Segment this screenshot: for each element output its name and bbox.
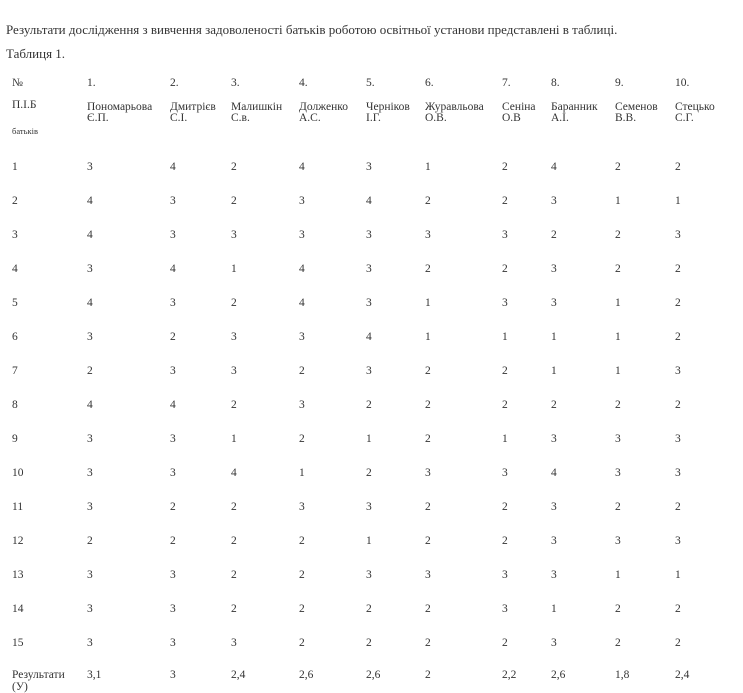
table-cell: 4 [299, 161, 305, 173]
table-cell: 2 [231, 535, 237, 547]
table-cell: 3 [502, 229, 508, 241]
table-cell: 2 [615, 399, 621, 411]
table-cell: 1 [551, 603, 557, 615]
table-cell: 1 [551, 365, 557, 377]
column-number: 10. [675, 77, 690, 89]
table-cell: 2 [299, 603, 305, 615]
column-number: 7. [502, 77, 511, 89]
table-cell: 2 [366, 399, 372, 411]
table-cell: 3 [231, 365, 237, 377]
table-cell: 1 [675, 569, 681, 581]
table-cell: 3 [366, 229, 372, 241]
table-cell: 2 [87, 365, 93, 377]
result-cell: 2,2 [502, 669, 517, 681]
table-cell: 1 [366, 535, 372, 547]
column-number: 2. [170, 77, 179, 89]
table-cell: 2 [425, 365, 431, 377]
table-cell: 3 [551, 195, 557, 207]
table-cell: 3 [366, 365, 372, 377]
table-cell: 4 [366, 331, 372, 343]
results-sublabel: (У) [12, 681, 28, 693]
result-cell: 2,6 [366, 669, 381, 681]
table-cell: 2 [502, 263, 508, 275]
table-cell: 4 [366, 195, 372, 207]
column-initials: О.В [502, 112, 521, 124]
table-cell: 2 [231, 399, 237, 411]
table-cell: 3 [170, 433, 176, 445]
table-cell: 1 [231, 263, 237, 275]
column-surname: Журавльова [425, 101, 484, 113]
table-cell: 2 [425, 433, 431, 445]
table-cell: 3 [170, 569, 176, 581]
table-cell: 3 [87, 569, 93, 581]
intro-text: Результати дослідження з вивчення задоволеності батьків роботою освітньої установи представлені в таблиці. [6, 22, 618, 37]
table-cell: 3 [170, 637, 176, 649]
column-surname: Баранник [551, 101, 598, 113]
row-label: 13 [12, 569, 24, 581]
row-label: 3 [12, 229, 18, 241]
table-cell: 3 [170, 603, 176, 615]
table-cell: 2 [502, 365, 508, 377]
table-cell: 2 [425, 263, 431, 275]
table-cell: 2 [231, 297, 237, 309]
table-cell: 1 [231, 433, 237, 445]
table-cell: 1 [615, 331, 621, 343]
table-cell: 2 [675, 399, 681, 411]
table-cell: 3 [87, 433, 93, 445]
table-cell: 3 [87, 331, 93, 343]
table-cell: 3 [87, 161, 93, 173]
table-cell: 3 [170, 467, 176, 479]
table-cell: 3 [551, 297, 557, 309]
table-cell: 2 [502, 501, 508, 513]
table-cell: 2 [299, 569, 305, 581]
table-cell: 2 [425, 195, 431, 207]
table-cell: 2 [675, 297, 681, 309]
result-cell: 2,4 [231, 669, 246, 681]
column-initials: С.в. [231, 112, 250, 124]
column-surname: Пономарьова [87, 101, 153, 113]
table-cell: 2 [615, 603, 621, 615]
column-initials: С.Г. [675, 112, 694, 124]
table-cell: 4 [551, 161, 557, 173]
table-cell: 3 [675, 433, 681, 445]
table-cell: 2 [87, 535, 93, 547]
result-cell: 2,4 [675, 669, 690, 681]
row-label: 9 [12, 433, 18, 445]
table-cell: 4 [87, 297, 93, 309]
column-surname: Черніков [366, 101, 410, 113]
table-cell: 3 [231, 229, 237, 241]
table-cell: 3 [87, 501, 93, 513]
table-cell: 3 [299, 331, 305, 343]
table-cell: 1 [615, 365, 621, 377]
table-cell: 3 [299, 195, 305, 207]
table-cell: 3 [615, 467, 621, 479]
table-cell: 3 [502, 569, 508, 581]
table-cell: 3 [615, 535, 621, 547]
table-cell: 3 [170, 229, 176, 241]
table-cell: 3 [87, 603, 93, 615]
table-cell: 2 [366, 603, 372, 615]
column-number: 6. [425, 77, 434, 89]
table-cell: 2 [231, 195, 237, 207]
table-cell: 3 [299, 399, 305, 411]
table-cell: 2 [675, 161, 681, 173]
table-cell: 2 [299, 637, 305, 649]
table-cell: 3 [87, 263, 93, 275]
table-cell: 3 [170, 195, 176, 207]
column-surname: Дмитрієв [170, 101, 216, 113]
table-cell: 3 [425, 467, 431, 479]
table-cell: 2 [675, 331, 681, 343]
row-label: 11 [12, 501, 24, 513]
column-initials: Є.П. [87, 112, 109, 124]
table-cell: 4 [87, 229, 93, 241]
table-cell: 2 [231, 569, 237, 581]
table-cell: 1 [299, 467, 305, 479]
header-parents-label: батьків [12, 126, 38, 136]
row-label: 2 [12, 195, 18, 207]
table-cell: 2 [170, 331, 176, 343]
table-cell: 3 [551, 637, 557, 649]
column-number: 4. [299, 77, 308, 89]
table-cell: 3 [551, 501, 557, 513]
table-cell: 2 [366, 467, 372, 479]
table-cell: 4 [170, 263, 176, 275]
column-number: 8. [551, 77, 560, 89]
table-cell: 2 [502, 161, 508, 173]
table-cell: 3 [502, 603, 508, 615]
table-caption: Таблиця 1. [6, 46, 66, 61]
table-cell: 2 [675, 501, 681, 513]
table-cell: 1 [615, 195, 621, 207]
row-label: 7 [12, 365, 18, 377]
table-cell: 2 [425, 637, 431, 649]
table-cell: 2 [615, 263, 621, 275]
table-cell: 2 [170, 501, 176, 513]
table-cell: 2 [675, 603, 681, 615]
table-cell: 3 [366, 161, 372, 173]
column-initials: І.Г. [366, 112, 381, 124]
table-cell: 1 [425, 331, 431, 343]
column-surname: Стецько [675, 101, 715, 113]
table-cell: 3 [502, 297, 508, 309]
column-surname: Сеніна [502, 101, 536, 113]
table-cell: 1 [425, 161, 431, 173]
table-cell: 1 [615, 297, 621, 309]
table-cell: 3 [231, 331, 237, 343]
table-cell: 1 [502, 331, 508, 343]
column-surname: Малишкін [231, 101, 283, 113]
result-cell: 2,6 [551, 669, 566, 681]
table-cell: 2 [502, 195, 508, 207]
table-cell: 3 [170, 297, 176, 309]
row-label: 4 [12, 263, 18, 275]
table-cell: 3 [551, 263, 557, 275]
row-label: 8 [12, 399, 18, 411]
table-cell: 1 [502, 433, 508, 445]
table-cell: 2 [615, 501, 621, 513]
row-label: 6 [12, 331, 18, 343]
table-cell: 2 [425, 603, 431, 615]
results-label: Результати [12, 669, 65, 681]
table-cell: 3 [675, 365, 681, 377]
column-number: 1. [87, 77, 96, 89]
table-cell: 2 [615, 229, 621, 241]
row-label: 12 [12, 535, 24, 547]
table-cell: 3 [366, 297, 372, 309]
table-cell: 2 [425, 501, 431, 513]
column-initials: О.В. [425, 112, 447, 124]
table-cell: 3 [366, 501, 372, 513]
table-cell: 3 [425, 569, 431, 581]
table-cell: 3 [675, 229, 681, 241]
table-cell: 4 [87, 195, 93, 207]
table-cell: 3 [87, 467, 93, 479]
table-cell: 3 [231, 637, 237, 649]
column-initials: А.І. [551, 112, 569, 124]
table-cell: 2 [366, 637, 372, 649]
table-cell: 2 [502, 637, 508, 649]
table-cell: 2 [675, 263, 681, 275]
table-cell: 3 [502, 467, 508, 479]
header-name-label: П.І.Б [12, 99, 37, 111]
row-label: 1 [12, 161, 18, 173]
table-cell: 2 [231, 501, 237, 513]
table-cell: 2 [299, 535, 305, 547]
table-cell: 3 [425, 229, 431, 241]
table-cell: 2 [551, 229, 557, 241]
header-number-label: № [12, 77, 23, 89]
column-surname: Семенов [615, 101, 658, 113]
table-cell: 1 [675, 195, 681, 207]
table-cell: 3 [675, 467, 681, 479]
column-number: 3. [231, 77, 240, 89]
column-initials: А.С. [299, 112, 321, 124]
table-cell: 4 [551, 467, 557, 479]
column-initials: В.В. [615, 112, 637, 124]
column-number: 9. [615, 77, 624, 89]
column-initials: С.І. [170, 112, 188, 124]
table-cell: 4 [231, 467, 237, 479]
result-cell: 3,1 [87, 669, 102, 681]
table-cell: 2 [675, 637, 681, 649]
table-cell: 2 [231, 603, 237, 615]
table-cell: 3 [87, 637, 93, 649]
table-cell: 4 [87, 399, 93, 411]
table-cell: 3 [366, 263, 372, 275]
table-cell: 3 [615, 433, 621, 445]
result-cell: 2,6 [299, 669, 314, 681]
row-label: 15 [12, 637, 24, 649]
table-cell: 2 [170, 535, 176, 547]
table-cell: 4 [299, 297, 305, 309]
table-cell: 2 [615, 637, 621, 649]
table-cell: 4 [170, 399, 176, 411]
table-cell: 3 [299, 501, 305, 513]
table-cell: 2 [299, 433, 305, 445]
row-label: 14 [12, 603, 24, 615]
table-cell: 3 [170, 365, 176, 377]
table-cell: 4 [299, 263, 305, 275]
table-cell: 3 [551, 535, 557, 547]
table-cell: 2 [615, 161, 621, 173]
table-cell: 2 [551, 399, 557, 411]
table-cell: 2 [425, 399, 431, 411]
table-cell: 4 [170, 161, 176, 173]
table-cell: 2 [502, 535, 508, 547]
table-cell: 1 [551, 331, 557, 343]
table-cell: 2 [231, 161, 237, 173]
row-label: 10 [12, 467, 24, 479]
table-cell: 3 [551, 433, 557, 445]
table-cell: 1 [425, 297, 431, 309]
column-number: 5. [366, 77, 375, 89]
table-cell: 1 [615, 569, 621, 581]
row-label: 5 [12, 297, 18, 309]
table-cell: 1 [366, 433, 372, 445]
result-cell: 1,8 [615, 669, 630, 681]
result-cell: 3 [170, 669, 176, 681]
table-cell: 3 [299, 229, 305, 241]
table-cell: 2 [299, 365, 305, 377]
table-cell: 2 [502, 399, 508, 411]
table-cell: 3 [366, 569, 372, 581]
table-cell: 3 [551, 569, 557, 581]
table-cell: 3 [675, 535, 681, 547]
result-cell: 2 [425, 669, 431, 681]
table-cell: 2 [425, 535, 431, 547]
column-surname: Долженко [299, 101, 348, 113]
